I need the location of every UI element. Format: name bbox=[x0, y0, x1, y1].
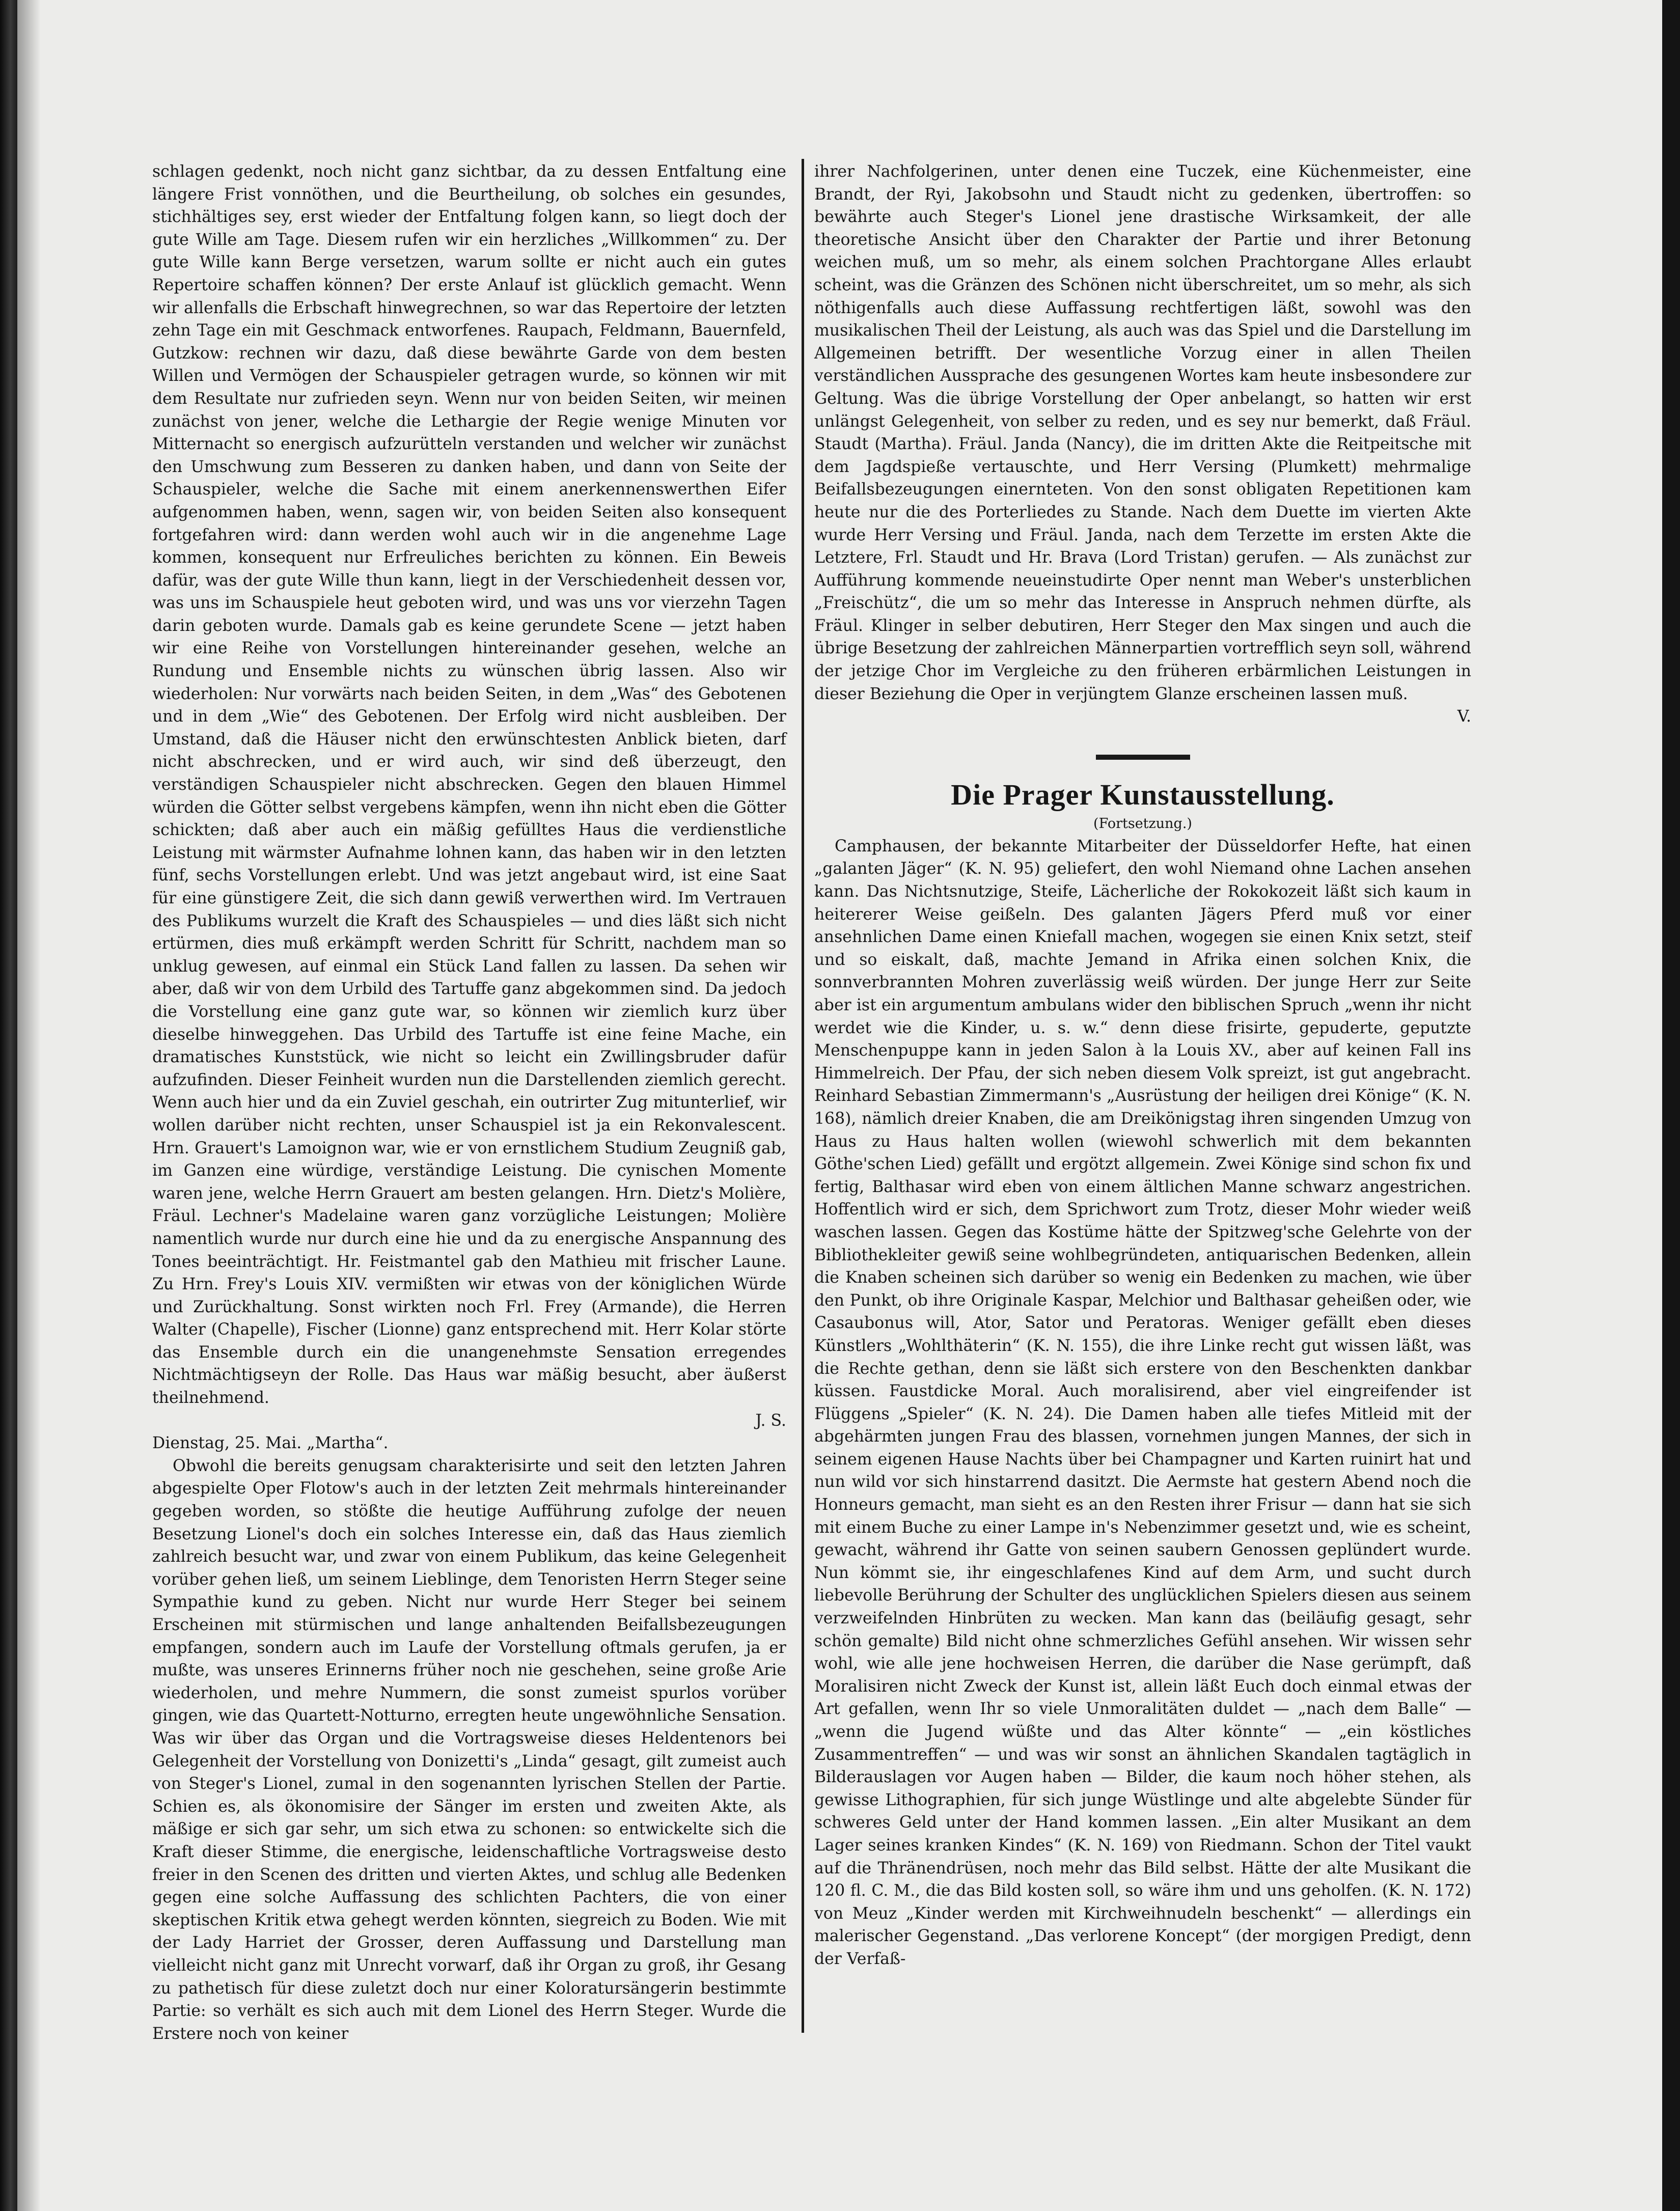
newspaper-page bbox=[17, 0, 1662, 2211]
column-divider bbox=[802, 159, 804, 2033]
opera-review-paragraph: Obwohl die bereits genugsam charakterisirte und seit den letzten Jahren abgespielte Oper Flotow's auch in der letzten Zeit mehrmals hintereinander gegeben worden, so stößte die heutige Aufführung zufolge der neuen Besetzung Lionel's doch ein solches Interesse ein, daß das Haus ziemlich zahlreich besucht war, und zwar von einem Publikum, das keine Gelegenheit vorüber gehen ließ, um seinem Lieblinge, dem Tenoristen Herrn Steger seine Sympathie kund zu geben. Nicht nur wurde Herr Steger bei seinem Erscheinen mit stürmischen und lange anhaltenden Beifallsbezeugungen empfangen, sondern auch im Laufe der Vorstellung oftmals gerufen, ja er mußte, was unseres Erinnerns früher noch nie geschehen, seine große Arie wiederholen, und mehre Nummern, die sonst zumeist spurlos vorüber gingen, wie das Quartett-Notturno, erregten heute ungewöhnliche Sensation. Was wir über das Organ und die Vortragsweise dieses Heldentenors bei Gelegenheit der Vorstellung von Donizetti's „Linda“ gesagt, gilt zumeist auch von Steger's Lionel, zumal in den sogenannten lyrischen Stellen der Partie. Schien es, als ökonomisire der Sänger im ersten und zweiten Akte, als mäßige er sich gar sehr, um sich etwa zu schonen: so entwickelte sich die Kraft dieser Stimme, die energische, leidenschaftliche Vortragsweise desto freier in den Scenen des dritten und vierten Aktes, und schlug alle Bedenken gegen eine solche Auffassung des schlichten Pachters, die von einer skeptischen Kritik etwa gehegt werden könnten, siegreich zu Boden. Wie mit der Lady Harriet der Grosser, deren Auffassung und Darstellung man vielleicht nicht ganz mit Unrecht vorwarf, daß ihr Organ zu groß, ihr Gesang zu pathetisch für diese zuletzt doch nur einer Koloratursängerin bestimmte Partie: so verhält es sich auch mit dem Lionel des Herrn Steger. Wurde die Erstere noch von keiner bbox=[152, 1456, 786, 2043]
review-signature: J. S. bbox=[755, 1411, 786, 1430]
section-separator-rule bbox=[1096, 755, 1190, 760]
opera-review-continuation: ihrer Nachfolgerinen, unter denen eine Tuczek, eine Küchenmeister, eine Brandt, der Ryi, Jakobsohn und Staudt nicht zu gedenken, übertroffen: so bewährte auch Steger's Lionel jene drastische Wirksamkeit, der alle theoretische Ansicht über den Charakter der Partie und ihrer Betonung weichen muß, um so mehr, als einem solchen Prachtorgane Alles erlaubt scheint, was die Gränzen des Schönen nicht überschreitet, um so mehr, als sich nöthigenfalls auch diese Auffassung rechtfertigen läßt, sowohl was den musikalischen Theil der Leistung, als auch was das Spiel und die Darstellung im Allgemeinen betrifft. Der wesentliche Vorzug einer in allen Theilen verständlichen Aussprache des gesungenen Wortes kam heute insbesondere zur Geltung. Was die übrige Vorstellung der Oper anbelangt, so hatten wir erst unlängst Gelegenheit, von selber zu reden, und es sey nur bemerkt, daß Fräul. Staudt (Martha). Fräul. Janda (Nancy), die im dritten Akte die Reitpeitsche mit dem Jagdspieße vertauschte, und Herr Versing (Plumkett) mehrmalige Beifallsbezeugungen einernteten. Von den sonst obligaten Repetitionen kam heute nur die des Porterliedes zu Stande. Nach dem Duette im vierten Akte wurde Herr Versing und Fräul. Janda, nach dem Terzette im ersten Akte die Letztere, Frl. Staudt und Hr. Brava (Lord Tristan) gerufen. — Als zunächst zur Aufführung kommende neueinstudirte Oper nennt man Weber's unsterblichen „Freischütz“, die um so mehr das Interesse in Anspruch nehmen dürfte, als Fräul. Klinger in selber debutiren, Herr Steger den Max singen und auch die übrige Besetzung der zahlreichen Männerpartien vortrefflich seyn soll, während der jetzige Chor im Vergleiche zu den früheren erbärmlichen Leistungen in dieser Beziehung die Oper in verjüngtem Glanze erscheinen lassen muß. bbox=[814, 162, 1471, 703]
review-dateline: Dienstag, 25. Mai. „Martha“. bbox=[152, 1434, 389, 1453]
article-title: Die Prager Kunstausstellung. bbox=[951, 778, 1335, 811]
previous-page-edge bbox=[0, 0, 17, 2211]
article-subtitle: (Fortsetzung.) bbox=[1093, 815, 1192, 832]
right-column bbox=[814, 160, 1471, 1971]
theatre-review-paragraph: schlagen gedenkt, noch nicht ganz sichtbar, da zu dessen Entfaltung eine längere Frist vonnöthen, und die Beurtheilung, ob solches ein gesundes, stichhältiges sey, erst wieder der Entfaltung folgen kann, so liegt doch der gute Wille am Tage. Diesem rufen wir ein herzliches „Willkommen“ zu. Der gute Wille kann Berge versetzen, warum sollte er nicht auch ein gutes Repertoire schaffen können? Der erste Anlauf ist glücklich gemacht. Wenn wir allenfalls die Erbschaft hinwegrechnen, so war das Repertoire der letzten zehn Tage ein mit Geschmack entworfenes. Raupach, Feldmann, Bauernfeld, Gutzkow: rechnen wir dazu, daß diese bewährte Garde von dem besten Willen und Vermögen der Schauspieler getragen wurde, so können wir mit dem Resultate nur zufrieden seyn. Wenn nur von beiden Seiten, wir meinen zunächst von jener, welche die Lethargie der Regie wenige Minuten vor Mitternacht so energisch aufzurütteln verstanden und welcher wir zunächst den Umschwung zum Besseren zu danken haben, und dann von Seite der Schauspieler, welche die Sache mit einem anerkennenswerthen Eifer aufgenommen haben, wenn, sagen wir, von beiden Seiten also konsequent fortgefahren wird: dann werden wohl auch wir in die angenehme Lage kommen, konsequent nur Erfreuliches berichten zu können. Ein Beweis dafür, was der gute Wille thun kann, liegt in der Verschiedenheit dessen vor, was uns im Schauspiele heut geboten wird, und was uns vor vierzehn Tagen darin geboten wurde. Damals gab es keine gerundete Scene — jetzt haben wir eine Reihe von Vorstellungen hintereinander gesehen, welche an Rundung und Ensemble nichts zu wünschen übrig lassen. Also wir wiederholen: Nur vorwärts nach beiden Seiten, in dem „Was“ des Gebotenen und in dem „Wie“ des Gebotenen. Der Erfolg wird nicht ausbleiben. Der Umstand, daß die Häuser nicht den erwünschtesten Anblick bieten, darf nicht abschrecken, und er wird auch, wir sind deß überzeugt, den verständigen Schauspieler nicht abschrecken. Gegen den blauen Himmel würden die Götter selbst vergebens kämpfen, wenn ihn nicht eben die Götter schickten; daß aber auch ein mäßig gefülltes Haus die verdienstliche Leistung mit wärmster Aufnahme lohnen kann, das haben wir in den letzten fünf, sechs Vorstellungen erlebt. Und was jetzt angebaut wird, ist eine Saat für eine günstigere Zeit, die sich dann gewiß verwerthen wird. Im Vertrauen des Publikums wurzelt die Kraft des Schauspieles — und dies läßt sich nicht ertürmen, dies muß erkämpft werden Schritt für Schritt, nachdem man so unklug gewesen, auf einmal ein Stück Land fallen zu lassen. Da sehen wir aber, daß wir von dem Urbild des Tartuffe ganz abgekommen sind. Da jedoch die Vorstellung eine ganz gute war, so können wir ziemlich kurz über dieselbe hinweggehen. Das Urbild des Tartuffe ist eine feine Mache, ein dramatisches Kunststück, wie nicht so leicht ein Zwillingsbruder dafür aufzufinden. Dieser Feinheit wurden nun die Darstellenden ziemlich gerecht. Wenn auch hier und da ein Zuviel geschah, ein outrirter Zug mitunterlief, wir wollen darüber nicht rechten, unser Schauspiel ist ja ein Rekonvalescent. Hrn. Grauert's Lamoignon war, wie er von ernstlichem Studium Zeugniß gab, im Ganzen eine würdige, verständige Leistung. Die cynischen Momente waren jene, welche Herrn Grauert am besten gelangen. Hrn. Dietz's Molière, Fräul. Lechner's Madelaine waren ganz vorzügliche Leistungen; Molière namentlich wurde nur durch eine hie und da zu energische Anspannung des Tones beeinträchtigt. Hr. Feistmantel gab den Mathieu mit frischer Laune. Zu Hrn. Frey's Louis XIV. vermißten wir etwas von der königlichen Würde und Zurückhaltung. Sonst wirkten noch Frl. Frey (Armande), die Herren Walter (Chapelle), Fischer (Lionne) ganz entsprechend mit. Herr Kolar störte das Ensemble durch ein die unangenehmste Sensation erregendes Nichtmächtigseyn der Rolle. Das Haus war mäßig besucht, aber äußerst theilnehmend. bbox=[152, 162, 786, 1407]
exhibition-article-body: Camphausen, der bekannte Mitarbeiter der Düsseldorfer Hefte, hat einen „galanten Jäger“ (K. N. 95) geliefert, den wohl Niemand ohne Lachen ansehen kann. Das Nichtsnutzige, Steife, Lächerliche der Rokokozeit läßt sich kaum in heitererer Weise geißeln. Des galanten Jägers Pferd muß vor einer ansehnlichen Dame einen Kniefall machen, wogegen sie einen Knix setzt, steif und so eiskalt, daß, machte Jemand in Afrika einen solchen Knix, die sonnverbrannten Mohren zuverlässig weiß würden. Der junge Herr zur Seite aber ist ein argumentum ambulans wider den biblischen Spruch „wenn ihr nicht werdet wie die Kinder, u. s. w.“ denn diese frisirte, gepuderte, geputzte Menschenpuppe kann in jeden Salon à la Louis XV., aber auf keinen Fall ins Himmelreich. Der Pfau, der sich neben diesem Volk spreizt, ist gut angebracht. Reinhard Sebastian Zimmermann's „Ausrüstung der heiligen drei Könige“ (K. N. 168), nämlich dreier Knaben, die am Dreikönigstag ihren singenden Umzug von Haus zu Haus halten wollen (wiewohl schwerlich mit dem bekannten Göthe'schen Lied) gefällt und ergötzt allgemein. Zwei Könige sind schon fix und fertig, Balthasar wird eben von einem ältlichen Manne schwarz angestrichen. Hoffentlich wird er sich, dem Sprichwort zum Trotz, dieser Mohr wieder weiß waschen lassen. Gegen das Kostüme hätte der Spitzweg'sche Gelehrte von der Bibliothekleiter gewiß seine wohlbegründeten, antiquarischen Bedenken, allein die Knaben scheinen sich darüber so wenig ein Bedenken zu machen, wie über den Punkt, ob ihre Originale Kaspar, Melchior und Balthasar geheißen oder, wie Casaubonus will, Ator, Sator und Peratoras. Weniger gefällt eben dieses Künstlers „Wohlthäterin“ (K. N. 155), die ihre Linke recht gut wissen läßt, was die Rechte gethan, denn sie läßt sich erstere von den Beschenkten dankbar küssen. Faustdicke Moral. Auch moralisirend, aber viel eingreifender ist Flüggens „Spieler“ (K. N. 24). Die Damen haben alle tiefes Mitleid mit der abgehärmten jungen Frau des blassen, vornehmen jungen Mannes, der sich in seinem eigenen Hause Nachts über bei Champagner und Karten ruinirt hat und nun wild vor sich hinstarrend dasitzt. Die Aermste hat gestern Abend noch die Honneurs gemacht, man sieht es an den Resten ihrer Frisur — dann hat sie sich mit einem Buche zu einer Lampe in's Nebenzimmer gesetzt und, wie es scheint, gewacht, während ihr Gatte von seinen saubern Genossen geplündert wurde. Nun kömmt sie, ihr eingeschlafenes Kind auf dem Arm, und sucht durch liebevolle Berührung der Schulter des unglücklichen Spielers diesen aus seinem verzweifelnden Hinbrüten zu wecken. Man kann das (beiläufig gesagt, sehr schön gemalte) Bild nicht ohne schmerzliches Gefühl ansehen. Wir wissen sehr wohl, wie alle jene hochweisen Herren, die darüber die Nase gerümpft, daß Moralisiren nicht Zweck der Kunst ist, allein läßt Euch doch einmal etwas der Art gefallen, wenn Ihr so viele Unmoralitäten duldet — „nach dem Balle“ — „wenn die Jugend wüßte und das Alter könnte“ — „ein köstliches Zusammentreffen“ — und was wir sonst an ähnlichen Skandalen tagtäglich in Bilderauslagen vor Augen haben — Bilder, die kaum noch höher stehen, als gewisse Lithographien, für sich junge Wüstlinge und alte abgelebte Sünder für schweres Geld unter der Hand kommen lassen. „Ein alter Musikant an dem Lager seines kranken Kindes“ (K. N. 169) von Riedmann. Schon der Titel vaukt auf die Thränendrüsen, noch mehr das Bild selbst. Hätte der alte Musikant die 120 fl. C. M., die das Bild kosten soll, so wäre ihm und uns geholfen. (K. N. 172) von Meuz „Kinder werden mit Kirchweihnudeln beschenkt“ — allerdings ein malerischer Gegenstand. „Das verlorene Koncept“ (der morgigen Predigt, denn der Verfaß- bbox=[814, 837, 1471, 1968]
opera-review-signature: V. bbox=[1457, 707, 1471, 726]
left-column bbox=[152, 160, 786, 2045]
